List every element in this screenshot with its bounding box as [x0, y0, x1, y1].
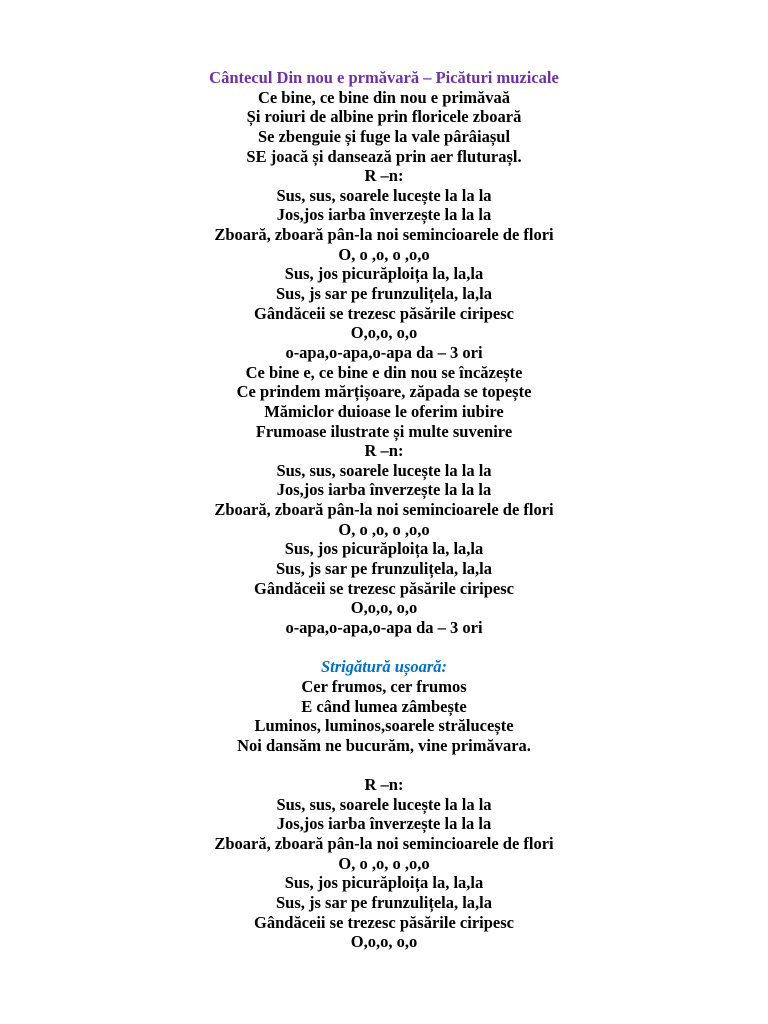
song-document: [0, 68, 768, 952]
refrain-line: Sus, js sar pe frunzulițela, la,la: [275, 892, 493, 912]
refrain-line: Sus, jos picurăploița la, la,la: [284, 539, 484, 559]
strigatura-line: E când lumea zâmbește: [301, 696, 467, 716]
refrain-line: Gândăceii se trezesc păsările ciripesc: [254, 303, 514, 323]
verse-line: Ce prindem mărțișoare, zăpada se topește: [236, 382, 532, 402]
blank-line: [0, 755, 768, 775]
verse-line: Se zbenguie și fuge la vale pârâiașul: [257, 126, 511, 146]
refrain-line: Zboară, zboară pân-la noi semincioarele de flori: [214, 500, 554, 520]
blank-line: [0, 638, 768, 658]
refrain-line: O,o,o, o,o: [350, 323, 418, 343]
refrain-line: Zboară, zboară pân-la noi semincioarele de flori: [214, 833, 554, 853]
refrain-line: Sus, jos picurăploița la, la,la: [284, 264, 484, 284]
verse-line: Și roiuri de albine prin floricele zboară: [246, 107, 522, 127]
verse-1: [0, 88, 768, 167]
refrain-line: O,o,o, o,o: [350, 932, 418, 952]
refrain-2: [0, 441, 768, 637]
strigatura-line: Luminos, luminos,soarele strălucește: [254, 716, 514, 736]
refrain-label: R –n:: [364, 441, 404, 461]
refrain-3: [0, 775, 768, 952]
strigatura-line: Cer frumos, cer frumos: [301, 676, 467, 696]
refrain-line: Sus, sus, soarele lucește la la la: [276, 185, 492, 205]
song-title: Cântecul Din nou e prmăvară – Picături muzicale: [209, 68, 559, 87]
refrain-line: Sus, js sar pe frunzulițela, la,la: [275, 284, 493, 304]
refrain-line: Zboară, zboară pân-la noi semincioarele de flori: [214, 225, 554, 245]
strigatura-line: Noi dansăm ne bucurăm, vine primăvara.: [237, 735, 531, 755]
refrain-line: Jos,jos iarba înverzește la la la: [276, 205, 492, 225]
verse-2: [0, 363, 768, 442]
refrain-line: O, o ,o, o ,o,o: [338, 244, 430, 264]
verse-line: Ce bine e, ce bine e din nou se încăzește: [245, 362, 523, 382]
refrain-line: o-apa,o-apa,o-apa da – 3 ori: [285, 617, 483, 637]
verse-line: Frumoase ilustrate și multe suvenire: [255, 421, 513, 441]
refrain-line: Gândăceii se trezesc păsările ciripesc: [254, 912, 514, 932]
refrain-line: O, o ,o, o ,o,o: [338, 853, 430, 873]
refrain-line: O, o ,o, o ,o,o: [338, 519, 430, 539]
verse-line: Mămiclor duioase le oferim iubire: [264, 401, 504, 421]
refrain-label: R –n:: [364, 775, 404, 795]
verse-line: Ce bine, ce bine din nou e primăvaă: [257, 87, 511, 107]
refrain-1: [0, 166, 768, 362]
refrain-label: R –n:: [364, 166, 404, 186]
verse-line: SE joacă și dansează prin aer fluturașl.: [246, 146, 522, 166]
refrain-line: o-apa,o-apa,o-apa da – 3 ori: [285, 342, 483, 362]
refrain-line: O,o,o, o,o: [350, 598, 418, 618]
refrain-line: Sus, sus, soarele lucește la la la: [276, 460, 492, 480]
refrain-line: Jos,jos iarba înverzește la la la: [276, 814, 492, 834]
refrain-line: Gândăceii se trezesc păsările ciripesc: [254, 578, 514, 598]
refrain-line: Sus, jos picurăploița la, la,la: [284, 873, 484, 893]
refrain-line: Sus, sus, soarele lucește la la la: [276, 794, 492, 814]
refrain-line: Sus, js sar pe frunzulițela, la,la: [275, 559, 493, 579]
refrain-line: Jos,jos iarba înverzește la la la: [276, 480, 492, 500]
strigatura: [0, 677, 768, 756]
strigatura-heading: Strigătură ușoară:: [320, 657, 448, 677]
